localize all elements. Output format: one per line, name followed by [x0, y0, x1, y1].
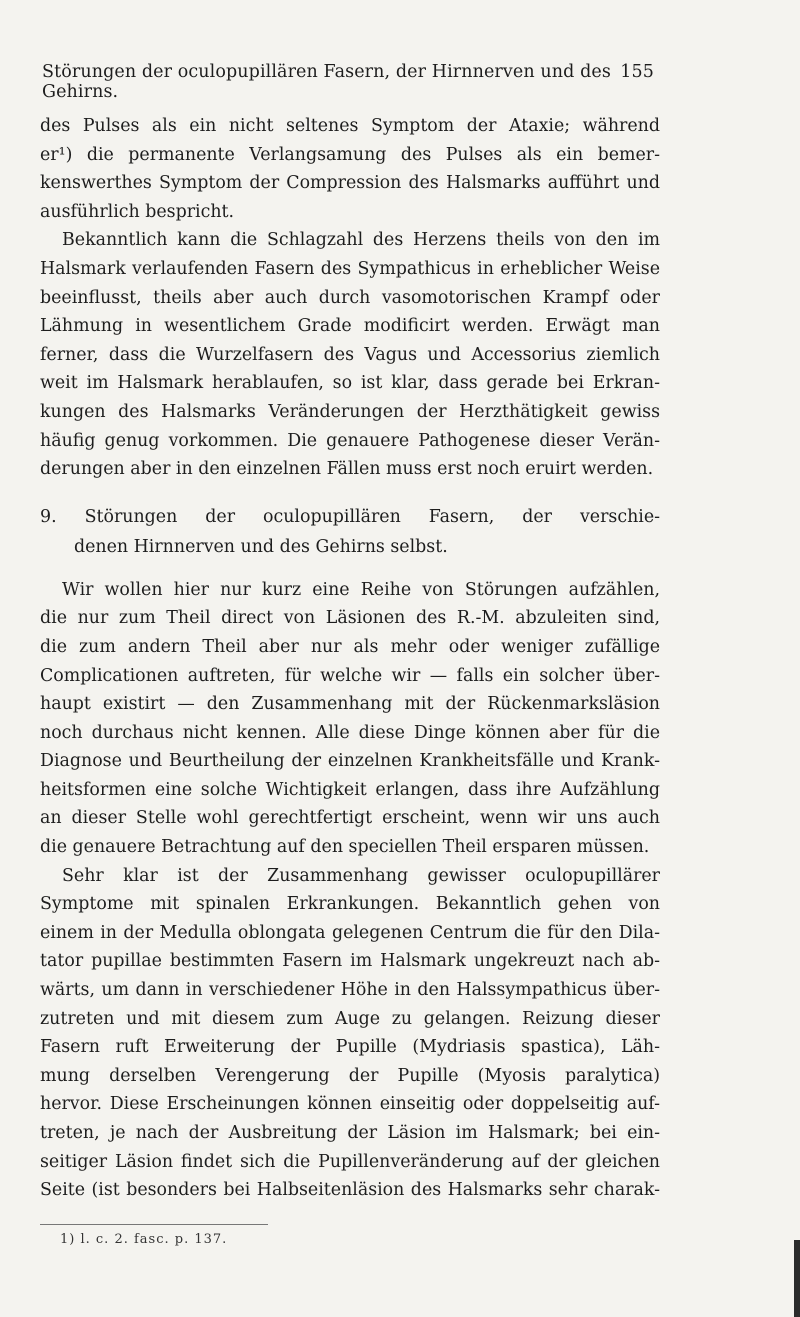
page-header: [42, 62, 654, 102]
paragraph-2: [40, 226, 660, 483]
text-line: Sehr klar ist der Zusammenhang gewisser oculopupillärer: [62, 865, 660, 886]
text-line: häufig genug vorkommen. Die genauere Pathogenese dieser Verän-: [40, 430, 660, 451]
text-line: heitsformen eine solche Wichtigkeit erlangen, dass ihre Aufzählung: [40, 779, 660, 800]
text-line: Fasern ruft Erweiterung der Pupille (Mydriasis spastica), Läh-: [40, 1037, 660, 1058]
body-text: [40, 112, 660, 1205]
scan-edge-mark: [794, 1240, 800, 1317]
text-line: kenswerthes Symptom der Compression des Halsmarks aufführt und: [40, 173, 660, 194]
text-line: haupt existirt — den Zusammenhang mit der Rückenmarksläsion: [40, 694, 660, 715]
text-line: zutreten und mit diesem zum Auge zu gelangen. Reizung dieser: [40, 1008, 660, 1029]
text-line: Symptome mit spinalen Erkrankungen. Bekanntlich gehen von: [40, 894, 660, 915]
text-line: Wir wollen hier nur kurz eine Reihe von Störungen aufzählen,: [62, 579, 660, 600]
text-line: an dieser Stelle wohl gerechtfertigt erscheint, wenn wir uns auch: [40, 808, 660, 829]
paragraph-4: [40, 862, 660, 1205]
text-line: Bekanntlich kann die Schlagzahl des Herzens theils von den im: [62, 230, 660, 251]
text-line: mung derselben Verengerung der Pupille (Myosis paralytica): [40, 1065, 660, 1086]
paragraph-1: [40, 112, 660, 226]
text-line: derungen aber in den einzelnen Fällen muss erst noch eruirt werden.: [40, 459, 654, 480]
running-title: Störungen der oculopupillären Fasern, der Hirnnerven und des Gehirns.: [42, 62, 611, 102]
text-line: er¹) die permanente Verlangsamung des Pulses als ein bemer-: [40, 144, 660, 165]
text-line: weit im Halsmark herablaufen, so ist klar, dass gerade bei Erkran-: [40, 373, 660, 394]
text-line: noch durchaus nicht kennen. Alle diese Dinge können aber für die: [40, 722, 660, 743]
text-line: tator pupillae bestimmten Fasern im Halsmark ungekreuzt nach ab-: [40, 951, 660, 972]
heading-line: denen Hirnnerven und des Gehirns selbst.: [74, 536, 448, 557]
footnote-divider: [40, 1224, 268, 1225]
paragraph-3: [40, 576, 660, 862]
footnote: 1) l. c. 2. fasc. p. 137.: [60, 1232, 228, 1247]
text-line: die nur zum Theil direct von Läsionen des R.-M. abzuleiten sind,: [40, 608, 660, 629]
text-line: ferner, dass die Wurzelfasern des Vagus und Accessorius ziemlich: [40, 344, 660, 365]
section-heading: [40, 502, 660, 562]
text-line: einem in der Medulla oblongata gelegenen Centrum die für den Dila-: [40, 922, 660, 943]
text-line: Lähmung in wesentlichem Grade modificirt werden. Erwägt man: [40, 316, 660, 337]
heading-line: 9. Störungen der oculopupillären Fasern, der verschie-: [40, 506, 660, 527]
text-line: hervor. Diese Erscheinungen können einseitig oder doppelseitig auf-: [40, 1094, 660, 1115]
text-line: die genauere Betrachtung auf den speciellen Theil ersparen müssen.: [40, 837, 650, 858]
text-line: seitiger Läsion findet sich die Pupillenveränderung auf der gleichen: [40, 1151, 660, 1172]
text-line: die zum andern Theil aber nur als mehr oder weniger zufällige: [40, 636, 660, 657]
page-number: 155: [620, 62, 654, 82]
text-line: ausführlich bespricht.: [40, 201, 235, 222]
text-line: des Pulses als ein nicht seltenes Symptom der Ataxie; während: [40, 116, 660, 136]
text-line: beeinflusst, theils aber auch durch vasomotorischen Krampf oder: [40, 287, 660, 308]
text-line: treten, je nach der Ausbreitung der Läsion im Halsmark; bei ein-: [40, 1123, 660, 1143]
text-line: Diagnose und Beurtheilung der einzelnen Krankheitsfälle und Krank-: [40, 751, 660, 772]
text-line: Seite (ist besonders bei Halbseitenläsion des Halsmarks sehr charak-: [40, 1180, 660, 1201]
text-line: kungen des Halsmarks Veränderungen der Herzthätigkeit gewiss: [40, 401, 660, 422]
text-line: Complicationen auftreten, für welche wir — falls ein solcher über-: [40, 665, 660, 686]
text-line: Halsmark verlaufenden Fasern des Sympathicus in erheblicher Weise: [40, 258, 660, 279]
text-line: wärts, um dann in verschiedener Höhe in den Halssympathicus über-: [40, 980, 660, 1001]
